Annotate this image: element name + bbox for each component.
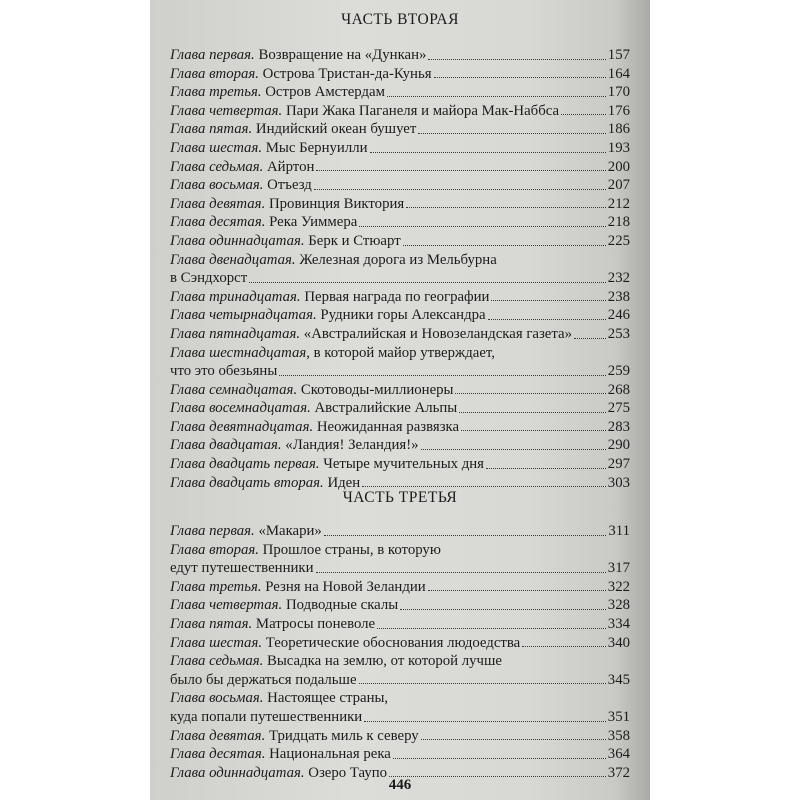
- toc-entry: [170, 615, 630, 634]
- toc-entry: [170, 381, 630, 400]
- chapter-title: «Ландия! Зеландия!»: [285, 437, 419, 454]
- chapter-label: Глава девятнадцатая.: [170, 418, 314, 435]
- chapter-label: Глава двадцатая.: [170, 437, 282, 454]
- chapter-title-continuation: что это обезьяны: [170, 363, 278, 380]
- dot-leader: [406, 207, 606, 208]
- chapter-label: Глава десятая.: [170, 746, 266, 763]
- chapter-title-continuation: едут путешественники: [170, 560, 314, 577]
- toc-entry: [170, 689, 630, 708]
- toc-list-part-two: [170, 46, 630, 492]
- dot-leader: [455, 393, 605, 394]
- toc-entry: [170, 306, 630, 325]
- page-ref: 207: [607, 177, 630, 194]
- chapter-label: Глава седьмая.: [170, 653, 264, 670]
- chapter-title: Прошлое страны, в которую: [262, 541, 441, 558]
- dot-leader: [434, 77, 606, 78]
- toc-entry-continuation: [170, 708, 630, 727]
- chapter-label: Глава шестнадцатая,: [170, 344, 310, 361]
- chapter-title: «Австралийская и Новозеландская газета»: [303, 325, 572, 342]
- page-ref: 218: [607, 214, 630, 231]
- chapter-label: Глава четвертая.: [170, 597, 283, 614]
- page-ref: 238: [607, 288, 630, 305]
- dot-leader: [314, 189, 606, 190]
- page-ref: 303: [607, 474, 630, 491]
- chapter-title: Резня на Новой Зеландии: [265, 578, 426, 595]
- chapter-label: Глава пятая.: [170, 121, 253, 138]
- section-heading-part-three: ЧАСТЬ ТРЕТЬЯ: [342, 489, 458, 506]
- dot-leader: [403, 245, 606, 246]
- chapter-title: Высадка на землю, от которой лучше: [267, 653, 502, 670]
- dot-leader: [400, 609, 606, 610]
- dot-leader: [428, 590, 606, 591]
- chapter-title: Острова Тристан-да-Кунья: [262, 65, 432, 82]
- toc-entry: [170, 325, 630, 344]
- toc-entry: [170, 139, 630, 158]
- dot-leader: [418, 133, 605, 134]
- chapter-title: в которой майор утверждает,: [313, 344, 495, 361]
- dot-leader: [486, 468, 606, 469]
- chapter-title: Первая награда по географии: [304, 288, 490, 305]
- chapter-label: Глава девятая.: [170, 727, 266, 744]
- chapter-title: Мыс Бернуилли: [265, 139, 368, 156]
- chapter-title: Национальная река: [269, 746, 391, 763]
- dot-leader: [393, 758, 606, 759]
- dot-leader: [377, 628, 606, 629]
- toc-entry-continuation: [170, 269, 630, 288]
- page-ref: 212: [607, 195, 630, 212]
- toc-entry: [170, 541, 630, 560]
- page-ref: 345: [607, 671, 630, 688]
- page-ref: 351: [607, 708, 630, 725]
- chapter-title: Тридцать миль к северу: [268, 727, 419, 744]
- toc-entry: [170, 745, 630, 764]
- toc-entry: [170, 634, 630, 653]
- chapter-title: Скотоводы-миллионеры: [300, 381, 454, 398]
- toc-entry: [170, 652, 630, 671]
- chapter-label: Глава четвертая.: [170, 102, 283, 119]
- chapter-label: Глава двадцать вторая.: [170, 474, 324, 491]
- page-ref: 275: [607, 400, 630, 417]
- chapter-label: Глава шестая.: [170, 139, 263, 156]
- toc-list-part-three: [170, 522, 630, 782]
- toc-entry: [170, 288, 630, 307]
- page-ref: 311: [608, 523, 630, 539]
- chapter-label: Глава двенадцатая.: [170, 251, 296, 268]
- dot-leader: [488, 319, 606, 320]
- toc-entry: [170, 65, 630, 84]
- chapter-label: Глава четырнадцатая.: [170, 307, 317, 324]
- dot-leader: [316, 170, 605, 171]
- dot-leader: [370, 152, 606, 153]
- chapter-title: Железная дорога из Мельбурна: [299, 251, 497, 268]
- toc-entry: [170, 102, 630, 121]
- chapter-label: Глава одиннадцатая.: [170, 764, 305, 781]
- dot-leader: [364, 721, 606, 722]
- page-ref: 372: [607, 764, 630, 781]
- chapter-title: Река Уиммера: [269, 214, 358, 231]
- page-ref: 225: [607, 232, 630, 249]
- chapter-label: Глава третья.: [170, 578, 262, 595]
- chapter-label: Глава шестая.: [170, 634, 263, 651]
- page-ref: 283: [607, 418, 630, 435]
- chapter-title: Пари Жака Паганеля и майора Мак-Наббса: [285, 102, 560, 119]
- page-ref: 176: [607, 102, 630, 119]
- page-ref: 328: [607, 597, 630, 614]
- chapter-label: Глава восьмая.: [170, 690, 264, 707]
- page-ref: 246: [607, 307, 630, 324]
- toc-entry: [170, 158, 630, 177]
- chapter-title: Отъезд: [267, 177, 312, 194]
- chapter-title-continuation: было бы держаться подальше: [170, 671, 357, 688]
- chapter-title: Четыре мучительных дня: [323, 456, 484, 473]
- page-ref: 186: [607, 121, 630, 138]
- chapter-label: Глава третья.: [170, 84, 262, 101]
- page-ref: 268: [607, 381, 630, 398]
- chapter-title: Айртон: [267, 158, 315, 175]
- toc-entry: [170, 399, 630, 418]
- page-ref: 200: [607, 158, 630, 175]
- toc-entry: [170, 83, 630, 102]
- dot-leader: [421, 449, 606, 450]
- chapter-title: Подводные скалы: [285, 597, 399, 614]
- chapter-label: Глава пятая.: [170, 615, 253, 632]
- page-number: 446: [388, 777, 412, 793]
- chapter-title: «Макари»: [258, 523, 322, 539]
- chapter-label: Глава девятая.: [170, 195, 266, 212]
- toc-entry-continuation: [170, 671, 630, 690]
- chapter-title: Рудники горы Александра: [320, 307, 486, 324]
- dot-leader: [561, 114, 606, 115]
- chapter-title: Теоретические обоснования людоедства: [265, 634, 521, 651]
- page-ref: 340: [607, 634, 630, 651]
- toc-entry: [170, 195, 630, 214]
- dot-leader: [249, 282, 606, 283]
- toc-entry: [170, 578, 630, 597]
- dot-leader: [316, 572, 606, 573]
- chapter-label: Глава вторая.: [170, 541, 259, 558]
- dot-leader: [279, 375, 606, 376]
- dot-leader: [491, 300, 605, 301]
- toc-entry: [170, 522, 630, 541]
- toc-entry: [170, 176, 630, 195]
- toc-entry: [170, 232, 630, 251]
- dot-leader: [428, 59, 605, 60]
- chapter-label: Глава двадцать первая.: [170, 456, 320, 473]
- page-ref: 253: [607, 325, 630, 342]
- chapter-label: Глава тринадцатая.: [170, 288, 301, 305]
- page-ref: 317: [607, 560, 630, 577]
- chapter-title: Матросы поневоле: [255, 615, 376, 632]
- chapter-label: Глава семнадцатая.: [170, 381, 298, 398]
- chapter-title: Иден: [327, 474, 361, 491]
- chapter-title-continuation: в Сэндхорст: [170, 270, 248, 287]
- chapter-label: Глава седьмая.: [170, 158, 264, 175]
- page-ref: 259: [607, 363, 630, 380]
- chapter-label: Глава десятая.: [170, 214, 266, 231]
- chapter-label: Глава одиннадцатая.: [170, 232, 305, 249]
- chapter-title: Остров Амстердам: [265, 84, 385, 101]
- chapter-label: Глава первая.: [170, 47, 255, 63]
- page-ref: 290: [607, 437, 630, 454]
- page-ref: 358: [607, 727, 630, 744]
- dot-leader: [362, 486, 606, 487]
- chapter-title: Неожиданная развязка: [316, 418, 460, 435]
- dot-leader: [522, 646, 606, 647]
- chapter-title: Австралийские Альпы: [314, 400, 458, 417]
- dot-leader: [359, 683, 606, 684]
- toc-entry-continuation: [170, 559, 630, 578]
- dot-leader: [324, 535, 607, 536]
- toc-entry: [170, 251, 630, 270]
- page-ref: 170: [607, 84, 630, 101]
- chapter-title: Возвращение на «Дункан»: [258, 47, 427, 63]
- toc-entry: [170, 46, 630, 65]
- toc-entry: [170, 418, 630, 437]
- dot-leader: [461, 430, 606, 431]
- section-heading-part-two: ЧАСТЬ ВТОРАЯ: [341, 11, 459, 28]
- chapter-title: Настоящее страны,: [267, 690, 389, 707]
- dot-leader: [574, 338, 606, 339]
- toc-entry: [170, 120, 630, 139]
- toc-entry: [170, 344, 630, 363]
- chapter-title-continuation: куда попали путешественники: [170, 708, 363, 725]
- page-ref: 157: [607, 47, 630, 63]
- dot-leader: [459, 412, 606, 413]
- page-ref: 164: [607, 65, 630, 82]
- chapter-label: Глава первая.: [170, 523, 255, 539]
- toc-entry: [170, 213, 630, 232]
- book-page: [150, 0, 650, 800]
- page-ref: 334: [607, 615, 630, 632]
- chapter-label: Глава пятнадцатая.: [170, 325, 301, 342]
- chapter-title: Индийский океан бушует: [255, 121, 417, 138]
- toc-entry-continuation: [170, 362, 630, 381]
- chapter-title: Озеро Таупо: [308, 764, 388, 781]
- chapter-label: Глава вторая.: [170, 65, 259, 82]
- chapter-label: Глава восьмая.: [170, 177, 264, 194]
- page-ref: 232: [607, 270, 630, 287]
- dot-leader: [421, 739, 606, 740]
- dot-leader: [359, 226, 605, 227]
- page-ref: 364: [607, 746, 630, 763]
- toc-entry: [170, 455, 630, 474]
- toc-entry: [170, 436, 630, 455]
- toc-entry: [170, 727, 630, 746]
- page-ref: 193: [607, 139, 630, 156]
- page-ref: 297: [607, 456, 630, 473]
- chapter-title: Берк и Стюарт: [308, 232, 401, 249]
- page-ref: 322: [607, 578, 630, 595]
- toc-entry: [170, 596, 630, 615]
- dot-leader: [387, 96, 606, 97]
- chapter-label: Глава восемнадцатая.: [170, 400, 311, 417]
- chapter-title: Провинция Виктория: [268, 195, 405, 212]
